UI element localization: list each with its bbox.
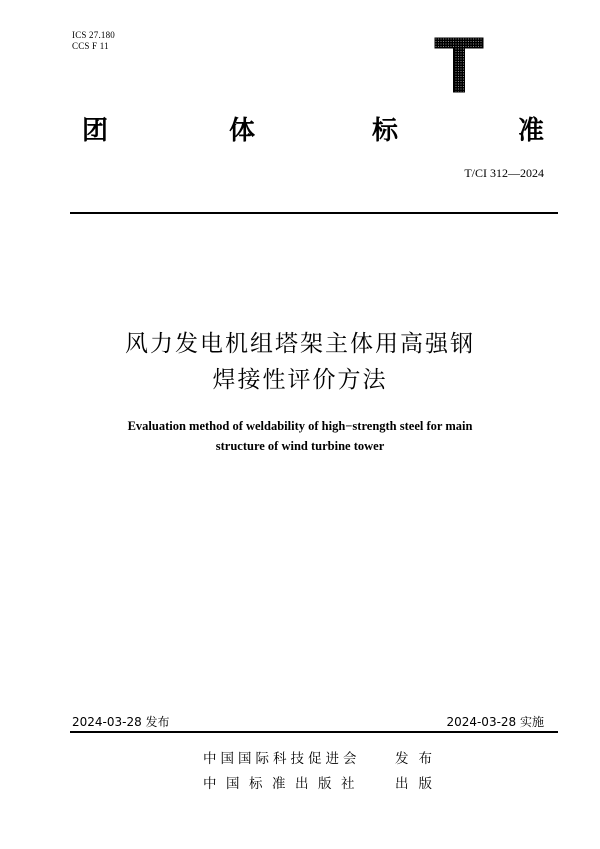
ccs-code: CCS F 11 [72,41,109,51]
standard-type-char: 准 [518,116,545,146]
publisher-name: 中国标准出版社 [203,776,364,792]
issuer-name: 中国国际科技促进会 [203,751,361,767]
standard-type-char: 团 [82,116,109,146]
standard-type-char: 标 [372,116,399,146]
standard-number: T/CI 312—2024 [464,166,544,180]
issuer-action: 发布 [395,751,442,767]
t-standard-logo [433,36,485,94]
title-en-line2: structure of wind turbine tower [215,439,385,453]
title-en-line1: Evaluation method of weldability of high−strength steel for main [127,419,473,433]
title-cn-line2: 焊接性评价方法 [212,367,388,393]
implement-date: 2024-03-28 实施 [446,715,544,729]
publish-date: 2024-03-28 发布 [72,715,170,729]
publisher-action: 出版 [395,776,442,792]
title-cn-line1: 风力发电机组塔架主体用高强钢 [125,331,475,357]
footer-divider [70,731,558,733]
header-divider [70,212,558,214]
standard-type-char: 体 [229,116,256,146]
ics-code: ICS 27.180 [72,30,116,40]
